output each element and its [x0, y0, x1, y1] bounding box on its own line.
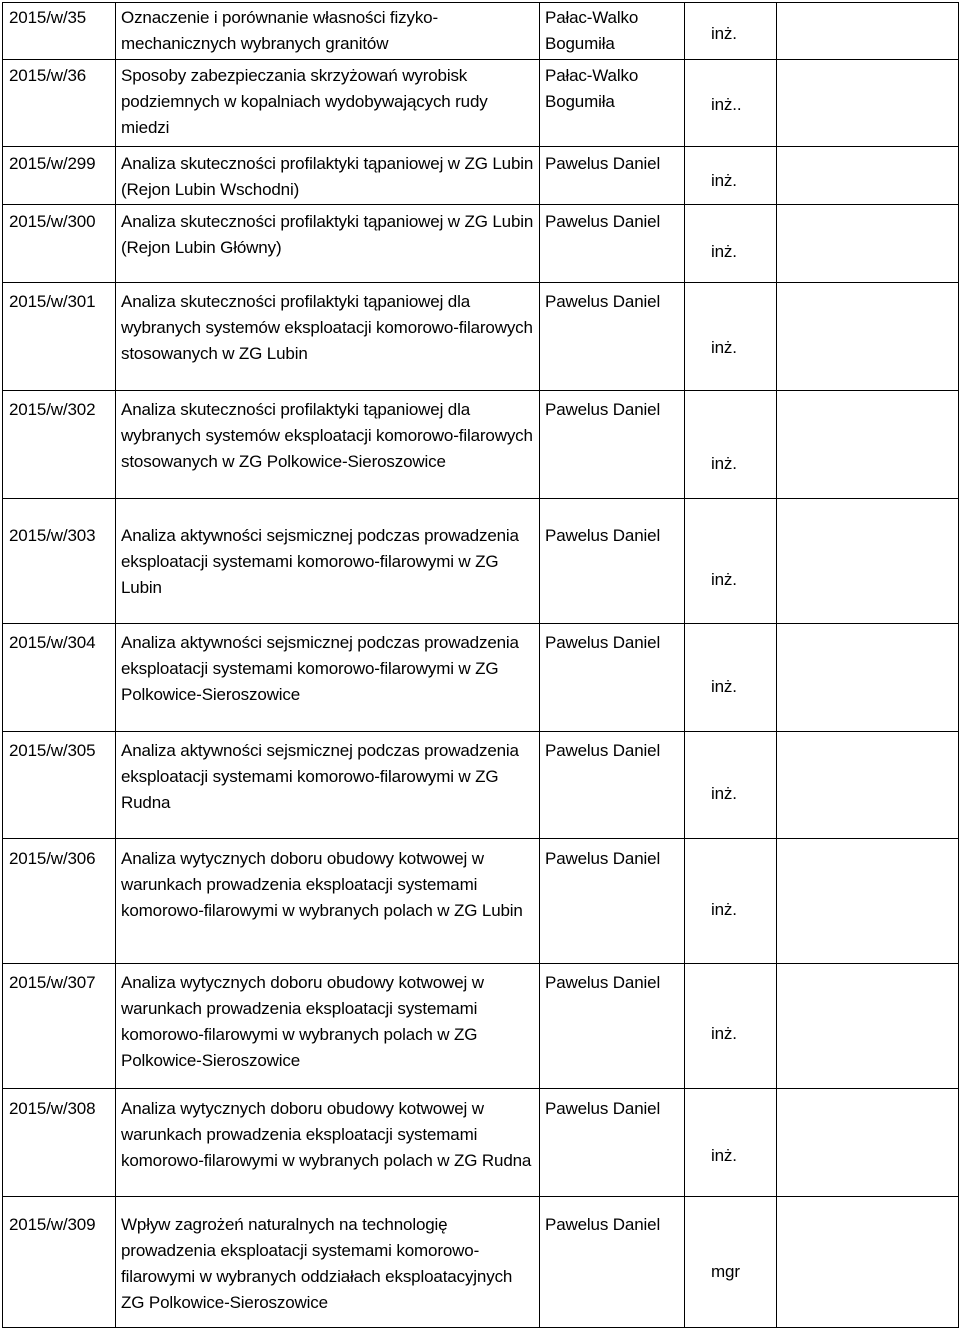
thesis-id: 2015/w/301: [9, 292, 96, 311]
thesis-degree: inż.: [711, 677, 737, 696]
row-divider: [3, 731, 958, 732]
theses-table: [2, 2, 959, 1328]
thesis-degree: mgr: [711, 1262, 740, 1281]
thesis-supervisor: Pawelus Daniel: [545, 973, 661, 992]
thesis-id: 2015/w/36: [9, 66, 87, 85]
thesis-degree: inż.: [711, 454, 737, 473]
row-divider: [3, 623, 958, 624]
thesis-degree: inż.: [711, 171, 737, 190]
row-divider: [3, 282, 958, 283]
thesis-degree: inż.: [711, 1146, 737, 1165]
thesis-degree: inż.: [711, 784, 737, 803]
thesis-title: Analiza wytycznych doboru obudowy kotwowej w warunkach prowadzenia eksploatacji systemami komorowo-filarowymi w wybranych polach w ZG Rudna: [121, 1099, 532, 1170]
thesis-supervisor: Pałac-Walko Bogumiła: [545, 8, 639, 53]
thesis-id: 2015/w/304: [9, 633, 96, 652]
thesis-supervisor: Pałac-Walko Bogumiła: [545, 66, 639, 111]
thesis-id: 2015/w/35: [9, 8, 87, 27]
row-divider: [3, 1088, 958, 1089]
thesis-supervisor: Pawelus Daniel: [545, 741, 661, 760]
thesis-id: 2015/w/308: [9, 1099, 96, 1118]
thesis-id: 2015/w/303: [9, 526, 96, 545]
thesis-title: Analiza wytycznych doboru obudowy kotwowej w warunkach prowadzenia eksploatacji systemami komorowo-filarowymi w wybranych polach w ZG Polkowice-Sieroszowice: [121, 973, 484, 1070]
thesis-supervisor: Pawelus Daniel: [545, 526, 661, 545]
thesis-id: 2015/w/309: [9, 1215, 96, 1234]
thesis-supervisor: Pawelus Daniel: [545, 633, 661, 652]
thesis-id: 2015/w/302: [9, 400, 96, 419]
thesis-degree: inż.: [711, 900, 737, 919]
thesis-id: 2015/w/300: [9, 212, 96, 231]
thesis-supervisor: Pawelus Daniel: [545, 1099, 661, 1118]
thesis-title: Analiza skuteczności profilaktyki tąpaniowej w ZG Lubin (Rejon Lubin Wschodni): [121, 154, 534, 199]
row-divider: [3, 204, 958, 205]
column-divider: [684, 3, 685, 1327]
thesis-supervisor: Pawelus Daniel: [545, 212, 661, 231]
thesis-degree: inż.: [711, 242, 737, 261]
thesis-degree: inż.: [711, 24, 737, 43]
thesis-title: Sposoby zabezpieczania skrzyżowań wyrobisk podziemnych w kopalniach wydobywających rudy miedzi: [121, 66, 488, 137]
thesis-supervisor: Pawelus Daniel: [545, 154, 661, 173]
column-divider: [115, 3, 116, 1327]
row-divider: [3, 963, 958, 964]
row-divider: [3, 146, 958, 147]
thesis-supervisor: Pawelus Daniel: [545, 1215, 661, 1234]
thesis-id: 2015/w/307: [9, 973, 96, 992]
thesis-title: Analiza skuteczności profilaktyki tąpaniowej w ZG Lubin (Rejon Lubin Główny): [121, 212, 534, 257]
thesis-degree: inż.: [711, 338, 737, 357]
thesis-title: Analiza aktywności sejsmicznej podczas prowadzenia eksploatacji systemami komorowo-filarowymi w ZG Polkowice-Sieroszowice: [121, 633, 519, 704]
thesis-title: Analiza aktywności sejsmicznej podczas prowadzenia eksploatacji systemami komorowo-filarowymi w ZG Lubin: [121, 526, 519, 597]
column-divider: [776, 3, 777, 1327]
thesis-title: Analiza skuteczności profilaktyki tąpaniowej dla wybranych systemów eksploatacji komorowo-filarowych stosowanych w ZG Lubin: [121, 292, 533, 363]
row-divider: [3, 498, 958, 499]
thesis-id: 2015/w/305: [9, 741, 96, 760]
thesis-title: Analiza wytycznych doboru obudowy kotwowej w warunkach prowadzenia eksploatacji systemami komorowo-filarowymi w wybranych polach w ZG Lubin: [121, 849, 523, 920]
thesis-supervisor: Pawelus Daniel: [545, 400, 661, 419]
thesis-title: Oznaczenie i porównanie własności fizyko- mechanicznych wybranych granitów: [121, 8, 438, 53]
thesis-id: 2015/w/299: [9, 154, 96, 173]
thesis-supervisor: Pawelus Daniel: [545, 849, 661, 868]
row-divider: [3, 59, 958, 60]
row-divider: [3, 390, 958, 391]
thesis-degree: inż..: [711, 95, 742, 114]
thesis-supervisor: Pawelus Daniel: [545, 292, 661, 311]
thesis-title: Analiza aktywności sejsmicznej podczas prowadzenia eksploatacji systemami komorowo-filarowymi w ZG Rudna: [121, 741, 519, 812]
row-divider: [3, 1196, 958, 1197]
row-divider: [3, 838, 958, 839]
thesis-title: Analiza skuteczności profilaktyki tąpaniowej dla wybranych systemów eksploatacji komorowo-filarowych stosowanych w ZG Polkowice-Sieroszowice: [121, 400, 533, 471]
thesis-degree: inż.: [711, 570, 737, 589]
thesis-title: Wpływ zagrożeń naturalnych na technologię prowadzenia eksploatacji systemami komorowo- filarowymi w wybranych oddziałach eksploatacyjnych ZG Polkowice-Sieroszowice: [121, 1215, 513, 1312]
thesis-degree: inż.: [711, 1024, 737, 1043]
thesis-id: 2015/w/306: [9, 849, 96, 868]
